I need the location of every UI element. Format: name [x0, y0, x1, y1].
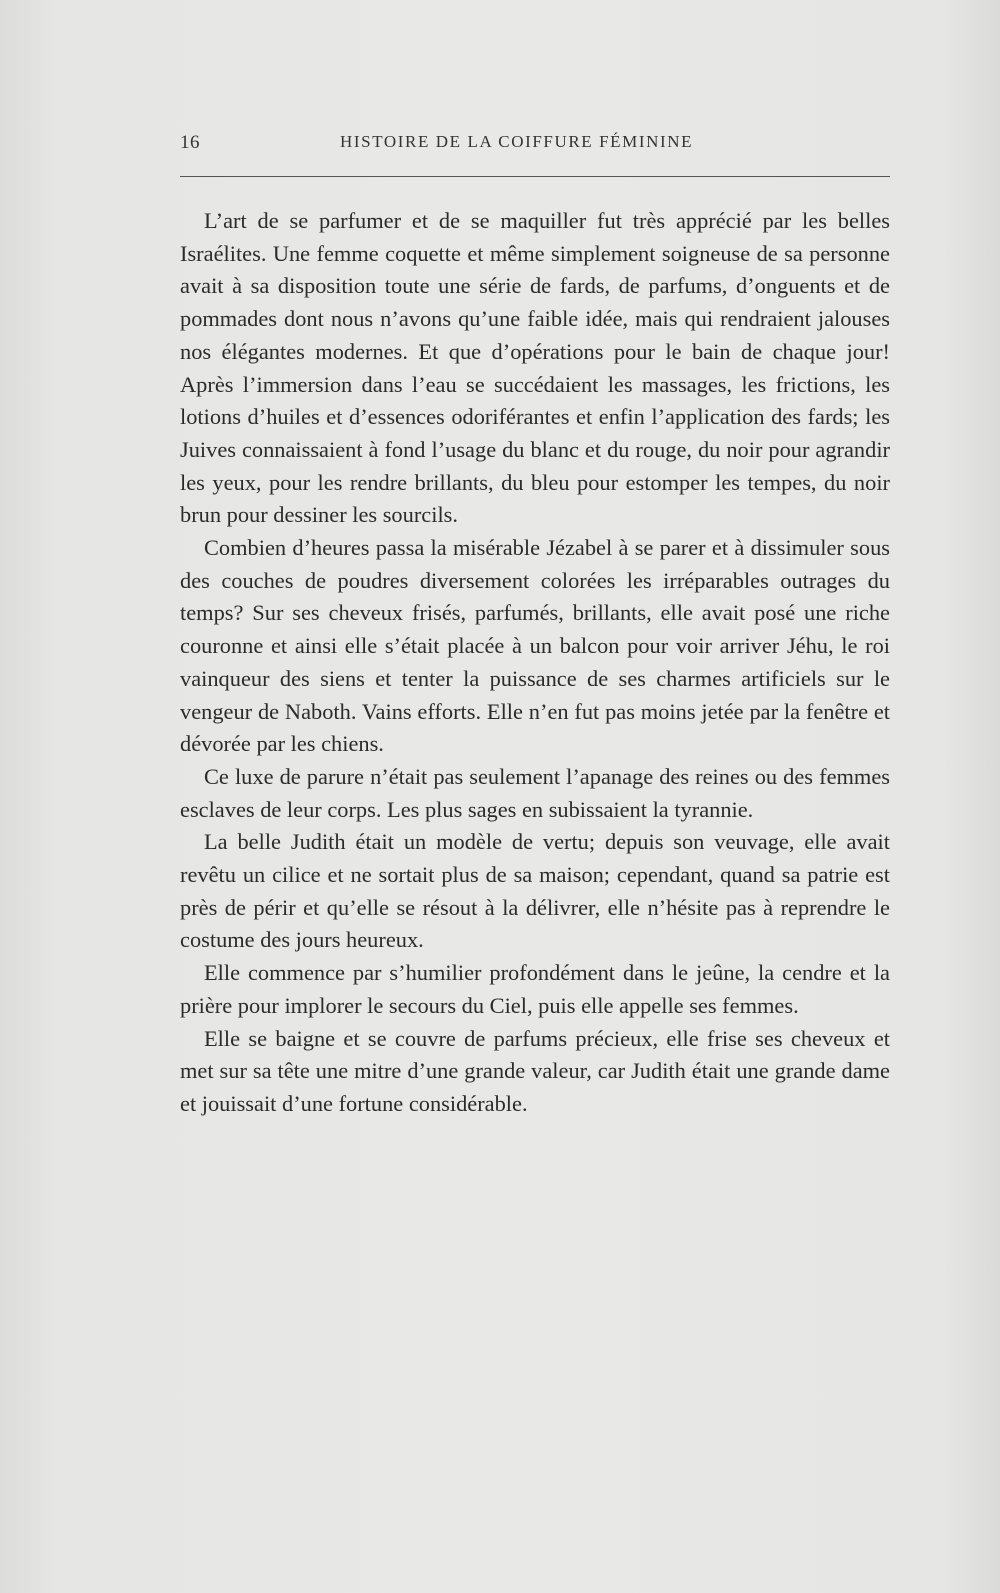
paragraph-2: Combien d’heures passa la misérable Jézabel à se parer et à dissimuler sous des couches de poudres diversement colorées les irréparables outrages du temps? Sur ses cheveux frisés, parfumés, brillants, elle avait posé une riche couronne et ainsi elle s’était placée à un balcon pour voir arriver Jéhu, le roi vainqueur des siens et tenter la puissance de ses charmes artificiels sur le vengeur de Naboth. Vains efforts. Elle n’en fut pas moins jetée par la fenêtre et dévorée par les chiens.: [180, 535, 890, 757]
paragraph-1: L’art de se parfumer et de se maquiller fut très apprécié par les belles Israélites. Une femme coquette et même simplement soigneuse de sa personne avait à sa disposition toute une série de fards, de parfums, d’onguents et de pommades dont nous n’avons qu’une faible idée, mais qui rendraient jalouses nos élégantes modernes. Et que d’opérations pour le bain de chaque jour! Après l’immersion dans l’eau se succédaient les massages, les frictions, les lotions d’huiles et d’essences odoriférantes et enfin l’application des fards; les Juives connaissaient à fond l’usage du blanc et du rouge, du noir pour agrandir les yeux, pour les rendre brillants, du bleu pour estomper les tempes, du noir brun pour dessiner les sourcils.: [180, 208, 890, 528]
paragraph-5: Elle commence par s’humilier profondément dans le jeûne, la cendre et la prière pour implorer le secours du Ciel, puis elle appelle ses femmes.: [180, 960, 890, 1018]
paragraph-4: La belle Judith était un modèle de vertu; depuis son veuvage, elle avait revêtu un cilice et ne sortait plus de sa maison; cependant, quand sa patrie est près de périr et qu’elle se résout à la délivrer, elle n’hésite pas à reprendre le costume des jours heureux.: [180, 829, 890, 953]
paragraph-6: Elle se baigne et se couvre de parfums précieux, elle frise ses cheveux et met sur sa tête une mitre d’une grande valeur, car Judith était une grande dame et jouissait d’une fortune considérable.: [180, 1025, 890, 1116]
paragraph-3: Ce luxe de parure n’était pas seulement l’apanage des reines ou des femmes esclaves de leur corps. Les plus sages en subissaient la tyrannie.: [180, 763, 890, 822]
running-head: [180, 132, 890, 160]
page-number: 16: [180, 132, 200, 153]
body-text: [180, 205, 890, 1121]
header-rule: [180, 176, 890, 177]
running-title: HISTOIRE DE LA COIFFURE FÉMININE: [340, 132, 694, 151]
